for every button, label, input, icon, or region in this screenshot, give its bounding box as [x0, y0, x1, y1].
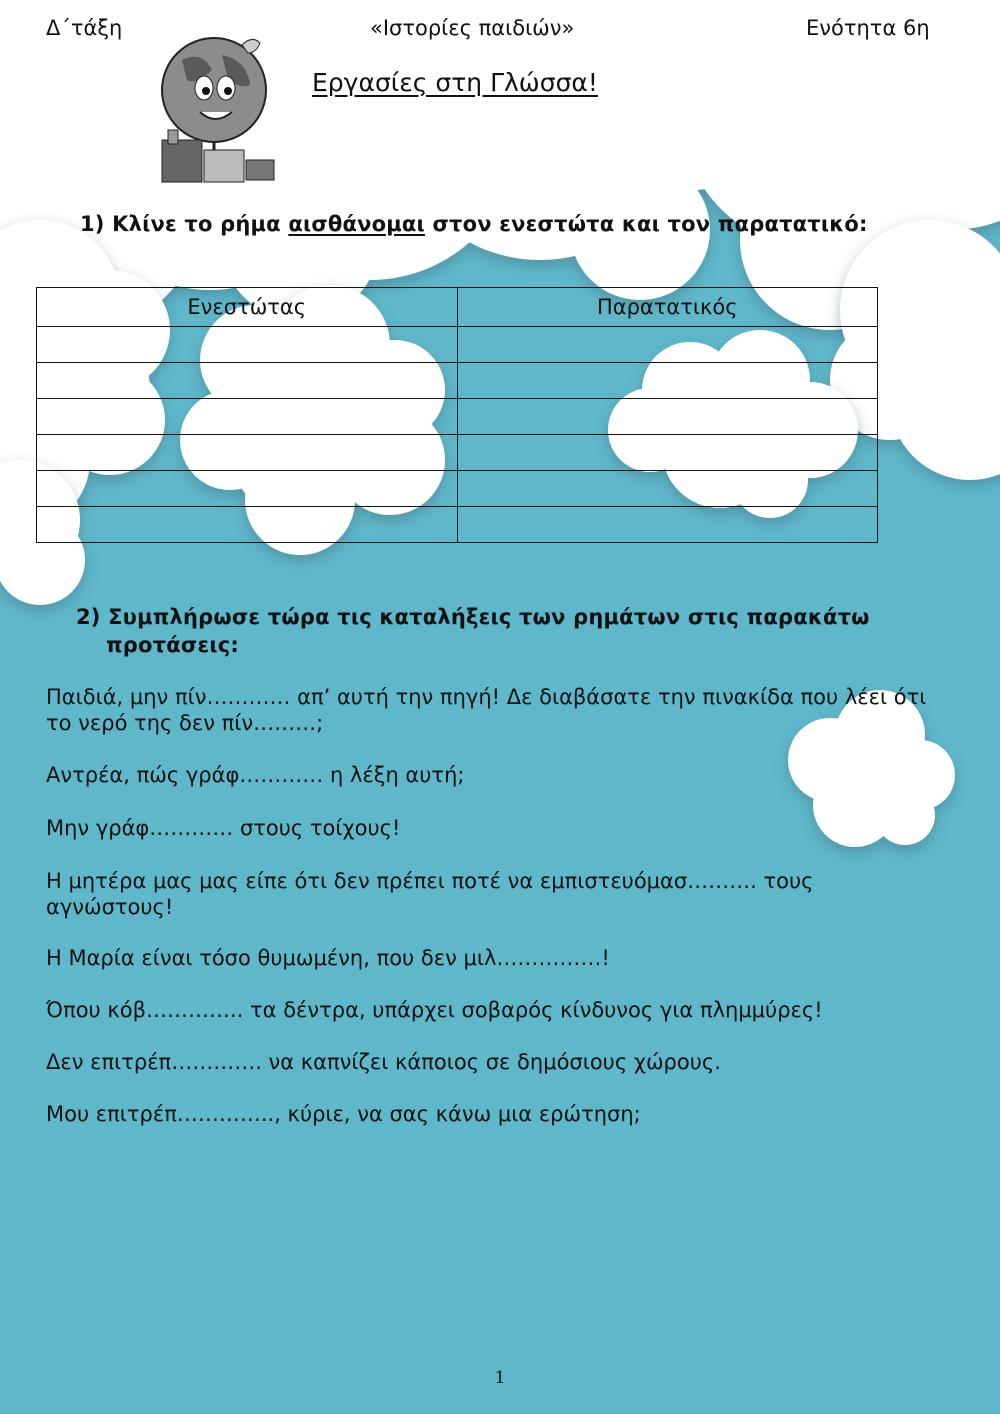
column-present: Ενεστώτας	[37, 288, 458, 327]
exercise-1-verb: αισθάνομαι	[288, 212, 425, 236]
present-cell[interactable]	[37, 363, 458, 399]
exercise-2-number: 2)	[76, 605, 101, 629]
exercise-1-text-before: Κλίνε το ρήμα	[112, 212, 281, 236]
sentence-7: Δεν επιτρέπ…………. να καπνίζει κάποιος σε δημόσιους χώρους.	[46, 1050, 721, 1074]
grade-label: Δ΄τάξη	[46, 16, 123, 40]
present-cell[interactable]	[37, 399, 458, 435]
table-row	[37, 363, 878, 399]
exercise-1-instruction	[80, 212, 868, 236]
imperfect-cell[interactable]	[457, 507, 878, 543]
book-title: «Ιστορίες παιδιών»	[370, 16, 575, 40]
present-cell[interactable]	[37, 507, 458, 543]
page-title: Εργασίες στη Γλώσσα!	[312, 68, 598, 97]
present-cell[interactable]	[37, 327, 458, 363]
present-cell[interactable]	[37, 435, 458, 471]
table-header-row	[37, 288, 878, 327]
imperfect-cell[interactable]	[457, 471, 878, 507]
page-number: 1	[494, 1368, 506, 1388]
exercise-2-line-1: Συμπλήρωσε τώρα τις καταλήξεις των ρημάτων στις παρακάτω	[108, 605, 870, 629]
imperfect-cell[interactable]	[457, 363, 878, 399]
imperfect-cell[interactable]	[457, 435, 878, 471]
exercise-2-instruction	[76, 605, 870, 629]
sentence-3: Μην γράφ………… στους τοίχους!	[46, 816, 401, 840]
imperfect-cell[interactable]	[457, 327, 878, 363]
exercise-2-line-2: προτάσεις:	[106, 633, 239, 657]
sentence-2: Αντρέα, πώς γράφ………… η λέξη αυτή;	[46, 763, 465, 787]
present-cell[interactable]	[37, 471, 458, 507]
exercise-1-text-after: στον ενεστώτα και τον παρατατικό:	[432, 212, 868, 236]
sentence-6: Όπου κόβ………….. τα δέντρα, υπάρχει σοβαρός κίνδυνος για πλημμύρες!	[46, 998, 823, 1022]
table-row	[37, 327, 878, 363]
sentence-5: Η Μαρία είναι τόσο θυμωμένη, που δεν μιλ……………!	[46, 946, 610, 970]
table-row	[37, 471, 878, 507]
sentence-8: Μου επιτρέπ………….., κύριε, να σας κάνω μια ερώτηση;	[46, 1102, 641, 1126]
table-row	[37, 435, 878, 471]
imperfect-cell[interactable]	[457, 399, 878, 435]
conjugation-table	[36, 287, 878, 543]
column-imperfect: Παρατατικός	[457, 288, 878, 327]
unit-label: Ενότητα 6η	[806, 16, 930, 40]
sentence-4: Η μητέρα μας μας είπε ότι δεν πρέπει ποτέ να εμπιστευόμασ………. τους αγνώστους!	[46, 869, 814, 919]
table-row	[37, 507, 878, 543]
exercise-1-number: 1)	[80, 212, 105, 236]
table-row	[37, 399, 878, 435]
sentence-1: Παιδιά, μην πίν………… απ’ αυτή την πηγή! Δε διαβάσατε την πινακίδα που λέει ότι το νερό της δεν πίν………;	[46, 685, 927, 735]
globe-mascot-icon	[142, 20, 285, 196]
